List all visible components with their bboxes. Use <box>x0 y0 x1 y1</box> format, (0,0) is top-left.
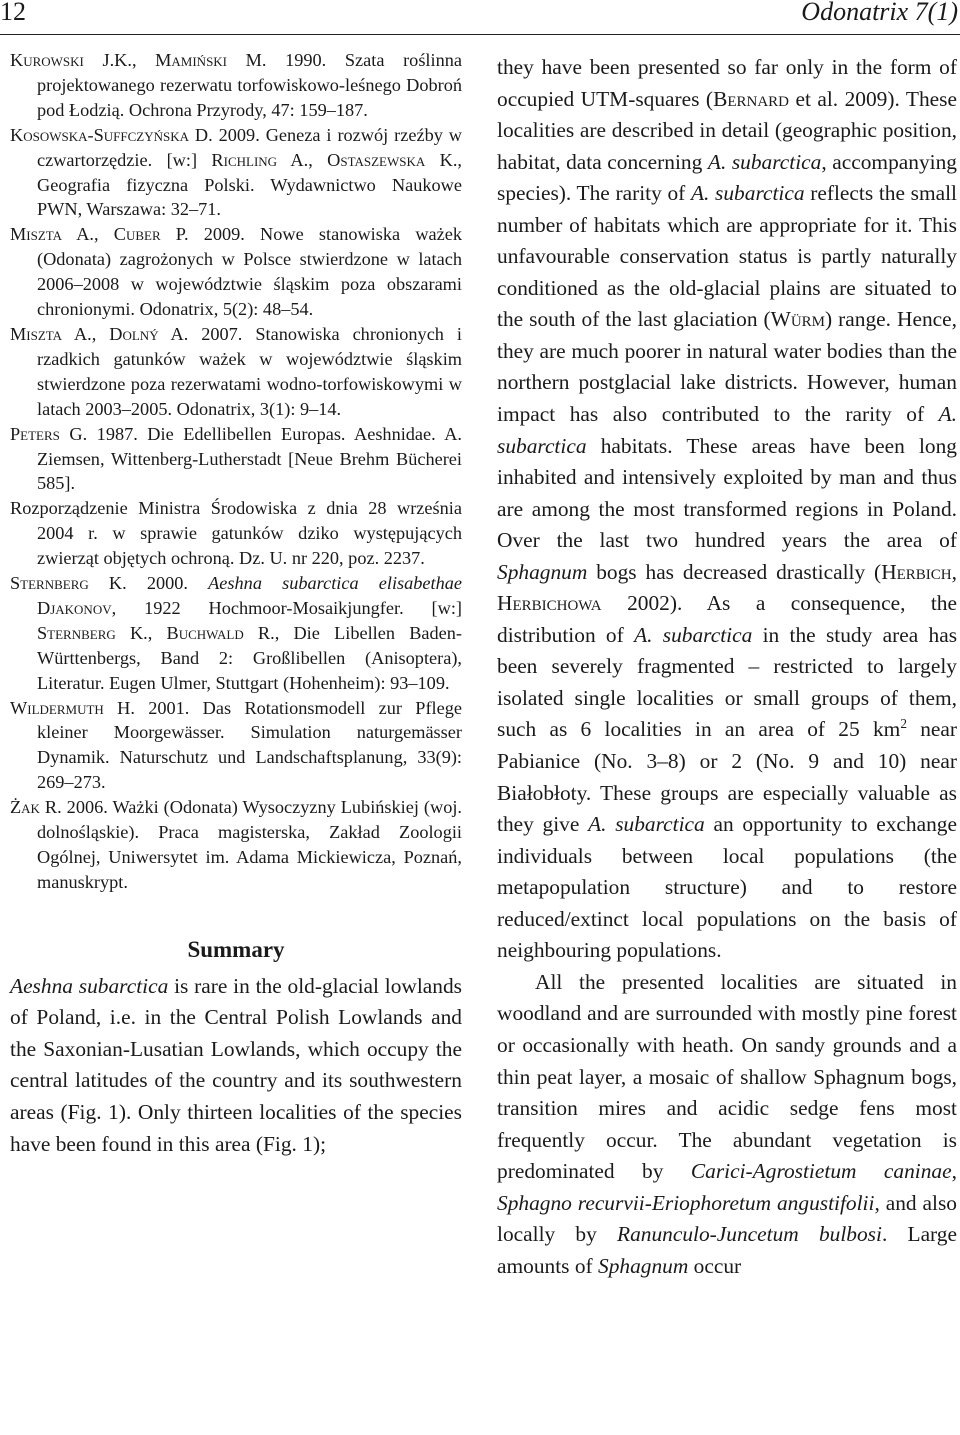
text-segment: , Die Libellen Baden-Württenbergs, Band 2: Großlibellen (Anisoptera), Literatur. Eugen Ulmer, Stuttgart (Hohenheim): 93–109. <box>37 622 462 693</box>
author-name: Kurowski J.K., Mamiński M. <box>10 50 267 70</box>
author-name: Richling A., Ostaszewska K. <box>211 149 458 170</box>
text-segment: , <box>951 1159 957 1184</box>
author-name: Miszta A., Dolný A. <box>10 323 189 344</box>
summary-paragraph <box>10 971 462 1160</box>
author-name: Miszta A., Cuber P. <box>10 224 189 245</box>
text-segment: near Pabianice (No. 3–8) or 2 (No. 9 and 10) near Białobłoty. These groups are especially valuable as they give <box>497 717 958 837</box>
text-segment: bogs has decreased drastically ( <box>587 559 882 584</box>
text-segment: 2002). As a consequence, the distribution of <box>497 591 957 647</box>
text-segment: 2009. Nowe stanowiska ważek (Odonata) zagrożonych w Polsce stwierdzone w latach 2006–2008 w województwie śląskim poza obszarami chronionymi. Odonatrix, 5(2): 48–54. <box>37 224 463 320</box>
reference-entry <box>10 322 462 422</box>
summary-second-paragraph <box>497 967 957 1282</box>
reference-entry <box>10 795 462 895</box>
author-name: Sternberg K. <box>10 573 127 594</box>
text-segment: reflects the small number of habitats which are appropriate for it. This unfavourable conservation status is partly naturally conditioned as the old-glacial plains are situated to the south of the last glaciation ( <box>497 181 957 332</box>
text-segment: ) range. Hence, they are much poorer in natural water bodies than the northern postglacial lake districts. However, human impact has also contributed to the rarity of <box>497 307 957 427</box>
italic-text: Sphagnum <box>598 1253 689 1278</box>
text-segment: et al. 2009). These localities are described in detail (geographic position, habitat, data concerning <box>497 86 957 174</box>
reference-entry <box>10 696 462 796</box>
text-segment: 2009. Geneza i rozwój rzeźby w czwartorzędzie. [w:] <box>37 124 462 170</box>
italic-text: Sphagno recurvii-Eriophoretum angustifolii <box>497 1190 875 1215</box>
text-segment: , accompanying species). The rarity of <box>497 149 957 206</box>
summary-heading: Summary <box>187 936 285 962</box>
author-name: Żak R. <box>10 797 62 818</box>
text-segment: , Geografia fizyczna Polski. Wydawnictwo Naukowe PWN, Warszawa: 32–71. <box>37 149 462 220</box>
italic-text: A. subarctica <box>707 149 822 174</box>
reference-entry <box>10 571 462 696</box>
text-segment: an opportunity to exchange individuals between local populations (the metapopulation structure) and to restore reduced/extinct local populations on the basis of neighbouring populations. <box>497 812 957 963</box>
author-name: Würm <box>770 307 826 332</box>
author-name: Peters G. <box>10 423 88 444</box>
italic-text: Sphagnum <box>497 559 588 584</box>
text-segment: they have been presented so far only in the form of occupied UTM-squares ( <box>497 55 957 111</box>
author-name: Sternberg K., Buchwald R. <box>37 622 275 643</box>
italic-text: A. subarctica <box>588 812 705 837</box>
text-segment: occur <box>688 1253 742 1278</box>
author-name: Wildermuth H. <box>10 697 135 718</box>
right-column <box>497 52 957 1282</box>
text-segment: 1987. Die Edellibellen Europas. Aeshnidae. A. Ziemsen, Wittenberg-Lutherstadt [Neue Brehm Bücherei 585]. <box>37 423 462 494</box>
reference-entry <box>10 496 462 571</box>
text-segment: in the study area has been severely fragmented – restricted to largely isolated single localities or small groups of them, such as 6 localities in an area of 25 km <box>497 622 958 742</box>
text-segment: 2001. Das Rotationsmodell zur Pflege kleiner Moorgewässer. Simulation naturgemässer Dynamik. Naturschutz und Landschaftsplanung, 33(9): 269–273. <box>37 697 462 793</box>
author-name: Herbich, Herbichowa <box>497 559 957 616</box>
text-segment: , 1922 Hochmoor-Mosaikjungfer. [w:] <box>111 597 462 618</box>
reference-list <box>10 48 462 895</box>
italic-text: A. subarctica <box>497 402 957 458</box>
reference-entry <box>10 123 462 223</box>
text-segment: 2006. Ważki (Odonata) Wysoczyzny Lubińskiej (woj. dolnośląskie). Praca magisterska, Zakład Zoologii Ogólnej, Uniwersytet im. Adama Mickiewicza, Poznań, manuskrypt. <box>37 797 462 892</box>
author-name: Bernard <box>713 86 789 111</box>
page-number: 12 <box>0 0 26 26</box>
text-segment: . Large amounts of <box>497 1222 957 1278</box>
italic-text: Ranunculo-Juncetum bulbosi <box>617 1222 882 1247</box>
author-name: Djakonov <box>37 597 112 618</box>
text-segment: 2007. Stanowiska chronionych i rzadkich gatunków ważek w województwie śląskim stwierdzone poza rezerwatami wodno-torfowiskowymi w latach 2003–2005. Odonatrix, 3(1): 9–14. <box>37 323 462 419</box>
text-segment: 1990. Szata roślinna projektowanego rezerwatu torfowiskowo-leśnego Dobroń pod Łodzią. Ochrona Przyrody, 47: 159–187. <box>37 50 462 120</box>
text-segment: 2000. <box>126 573 209 594</box>
reference-entry <box>10 48 462 123</box>
text-segment: is rare in the old-glacial lowlands of Poland, i.e. in the Central Polish Lowlands and the Saxonian-Lusatian Lowlands, which occupy the central latitudes of the country and its southwestern areas (Fig. 1). Only thirteen localities of the species have been found in this area (Fig. 1); <box>10 973 462 1156</box>
italic-text: Carici-Agrostietum caninae <box>690 1159 952 1184</box>
italic-text: A. subarctica <box>634 622 753 647</box>
text-segment: All the presented localities are situated in woodland and are surrounded with mostly pine forest or occasionally with heath. On sandy grounds and a thin peat layer, a mosaic of shallow Sphagnum bogs, transition mires and acidic sedge fens most frequently occur. The abundant vegetation is predominated by <box>497 969 957 1184</box>
text-segment: habitats. These areas have been long inhabited and intensively exploited by man and thus are among the most transformed regions in Poland. Over the last two hundred years the area of <box>497 433 957 553</box>
author-name: Kosowska-Suffczyńska D. <box>10 124 213 145</box>
italic-text: A. subarctica <box>690 181 805 206</box>
page-header <box>0 0 960 35</box>
text-segment: 2 <box>900 716 907 732</box>
reference-entry <box>10 422 462 497</box>
italic-text: Aeshna subarctica elisabethae <box>208 573 463 594</box>
text-segment: Rozporządzenie Ministra Środowiska z dnia 28 września 2004 r. w sprawie gatunków dziko występujących zwierząt objętych ochroną. Dz. U. nr 220, poz. 2237. <box>10 498 462 569</box>
italic-text: Aeshna subarctica <box>10 973 169 998</box>
left-column <box>10 48 462 1160</box>
text-segment: , and also locally by <box>497 1190 957 1247</box>
summary-continuation-paragraph <box>497 52 957 967</box>
journal-title: Odonatrix 7(1) <box>801 0 958 26</box>
reference-entry <box>10 222 462 322</box>
